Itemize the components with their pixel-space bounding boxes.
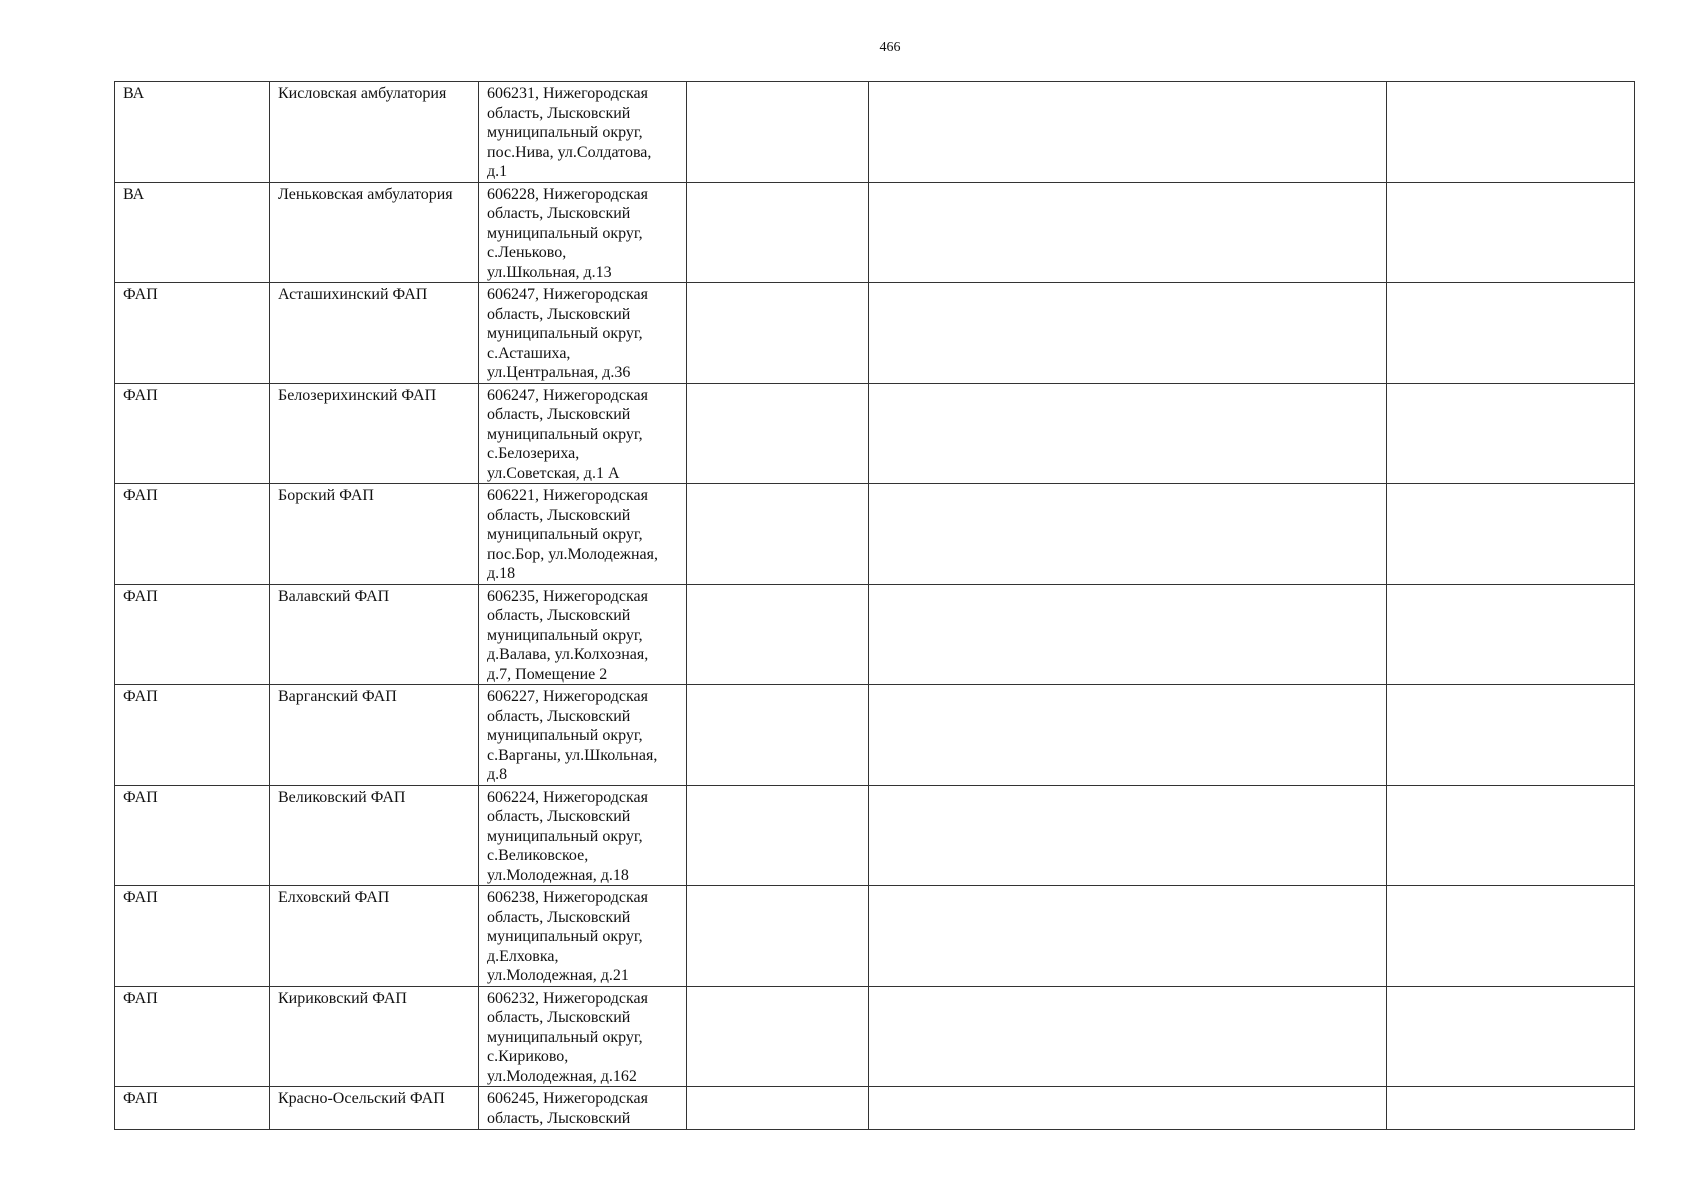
facility-type: ВА: [115, 82, 270, 183]
facility-type: ФАП: [115, 986, 270, 1087]
empty-cell: [1387, 82, 1635, 183]
facility-type: ФАП: [115, 685, 270, 786]
facility-address: 606235, Нижегородская область, Лысковский муниципальный округ, д.Валава, ул.Колхозная, д.7, Помещение 2: [479, 584, 687, 685]
empty-cell: [687, 986, 869, 1087]
facility-name: Кисловская амбулатория: [270, 82, 479, 183]
facility-address: 606224, Нижегородская область, Лысковский муниципальный округ, с.Великовское, ул.Молодежная, д.18: [479, 785, 687, 886]
empty-cell: [687, 785, 869, 886]
empty-cell: [869, 182, 1387, 283]
empty-cell: [687, 283, 869, 384]
empty-cell: [687, 383, 869, 484]
facility-type: ФАП: [115, 785, 270, 886]
empty-cell: [869, 584, 1387, 685]
empty-cell: [687, 182, 869, 283]
facility-name: Асташихинский ФАП: [270, 283, 479, 384]
facility-name: Кириковский ФАП: [270, 986, 479, 1087]
empty-cell: [1387, 685, 1635, 786]
facility-address: 606247, Нижегородская область, Лысковский муниципальный округ, с.Белозериха, ул.Советская, д.1 А: [479, 383, 687, 484]
facility-type: ФАП: [115, 283, 270, 384]
empty-cell: [869, 283, 1387, 384]
table-row: [115, 1087, 1635, 1130]
table-row: [115, 182, 1635, 283]
table-row: [115, 283, 1635, 384]
table-row: [115, 584, 1635, 685]
table-row: [115, 886, 1635, 987]
facility-type: ФАП: [115, 383, 270, 484]
empty-cell: [687, 484, 869, 585]
facility-name: Елховский ФАП: [270, 886, 479, 987]
empty-cell: [1387, 1087, 1635, 1130]
table-row: [115, 785, 1635, 886]
facilities-table: [114, 81, 1635, 1130]
empty-cell: [1387, 182, 1635, 283]
empty-cell: [1387, 383, 1635, 484]
facility-type: ФАП: [115, 484, 270, 585]
empty-cell: [869, 484, 1387, 585]
facility-address: 606245, Нижегородская область, Лысковский: [479, 1087, 687, 1130]
table-row: [115, 986, 1635, 1087]
table-row: [115, 685, 1635, 786]
empty-cell: [1387, 283, 1635, 384]
facility-name: Белозерихинский ФАП: [270, 383, 479, 484]
empty-cell: [687, 584, 869, 685]
empty-cell: [869, 383, 1387, 484]
empty-cell: [869, 1087, 1387, 1130]
table-row: [115, 484, 1635, 585]
empty-cell: [869, 986, 1387, 1087]
facility-name: Валавский ФАП: [270, 584, 479, 685]
empty-cell: [1387, 785, 1635, 886]
facility-name: Леньковская амбулатория: [270, 182, 479, 283]
facility-type: ВА: [115, 182, 270, 283]
facility-type: ФАП: [115, 1087, 270, 1130]
facility-address: 606227, Нижегородская область, Лысковский муниципальный округ, с.Варганы, ул.Школьная, д.8: [479, 685, 687, 786]
facility-name: Красно-Осельский ФАП: [270, 1087, 479, 1130]
page-number: 466: [879, 40, 901, 55]
facility-address: 606238, Нижегородская область, Лысковский муниципальный округ, д.Елховка, ул.Молодежная, д.21: [479, 886, 687, 987]
empty-cell: [687, 1087, 869, 1130]
table-row: [115, 82, 1635, 183]
facility-address: 606228, Нижегородская область, Лысковский муниципальный округ, с.Леньково, ул.Школьная, д.13: [479, 182, 687, 283]
empty-cell: [869, 886, 1387, 987]
empty-cell: [687, 82, 869, 183]
empty-cell: [1387, 986, 1635, 1087]
empty-cell: [869, 685, 1387, 786]
facility-address: 606232, Нижегородская область, Лысковский муниципальный округ, с.Кириково, ул.Молодежная, д.162: [479, 986, 687, 1087]
facility-address: 606247, Нижегородская область, Лысковский муниципальный округ, с.Асташиха, ул.Центральная, д.36: [479, 283, 687, 384]
facility-type: ФАП: [115, 584, 270, 685]
empty-cell: [1387, 886, 1635, 987]
empty-cell: [869, 82, 1387, 183]
empty-cell: [869, 785, 1387, 886]
facility-address: 606221, Нижегородская область, Лысковский муниципальный округ, пос.Бор, ул.Молодежная, д.18: [479, 484, 687, 585]
empty-cell: [687, 886, 869, 987]
facility-type: ФАП: [115, 886, 270, 987]
facility-name: Борский ФАП: [270, 484, 479, 585]
table-row: [115, 383, 1635, 484]
empty-cell: [1387, 484, 1635, 585]
facility-name: Варганский ФАП: [270, 685, 479, 786]
empty-cell: [1387, 584, 1635, 685]
facility-name: Великовский ФАП: [270, 785, 479, 886]
facility-address: 606231, Нижегородская область, Лысковский муниципальный округ, пос.Нива, ул.Солдатова, д.1: [479, 82, 687, 183]
empty-cell: [687, 685, 869, 786]
